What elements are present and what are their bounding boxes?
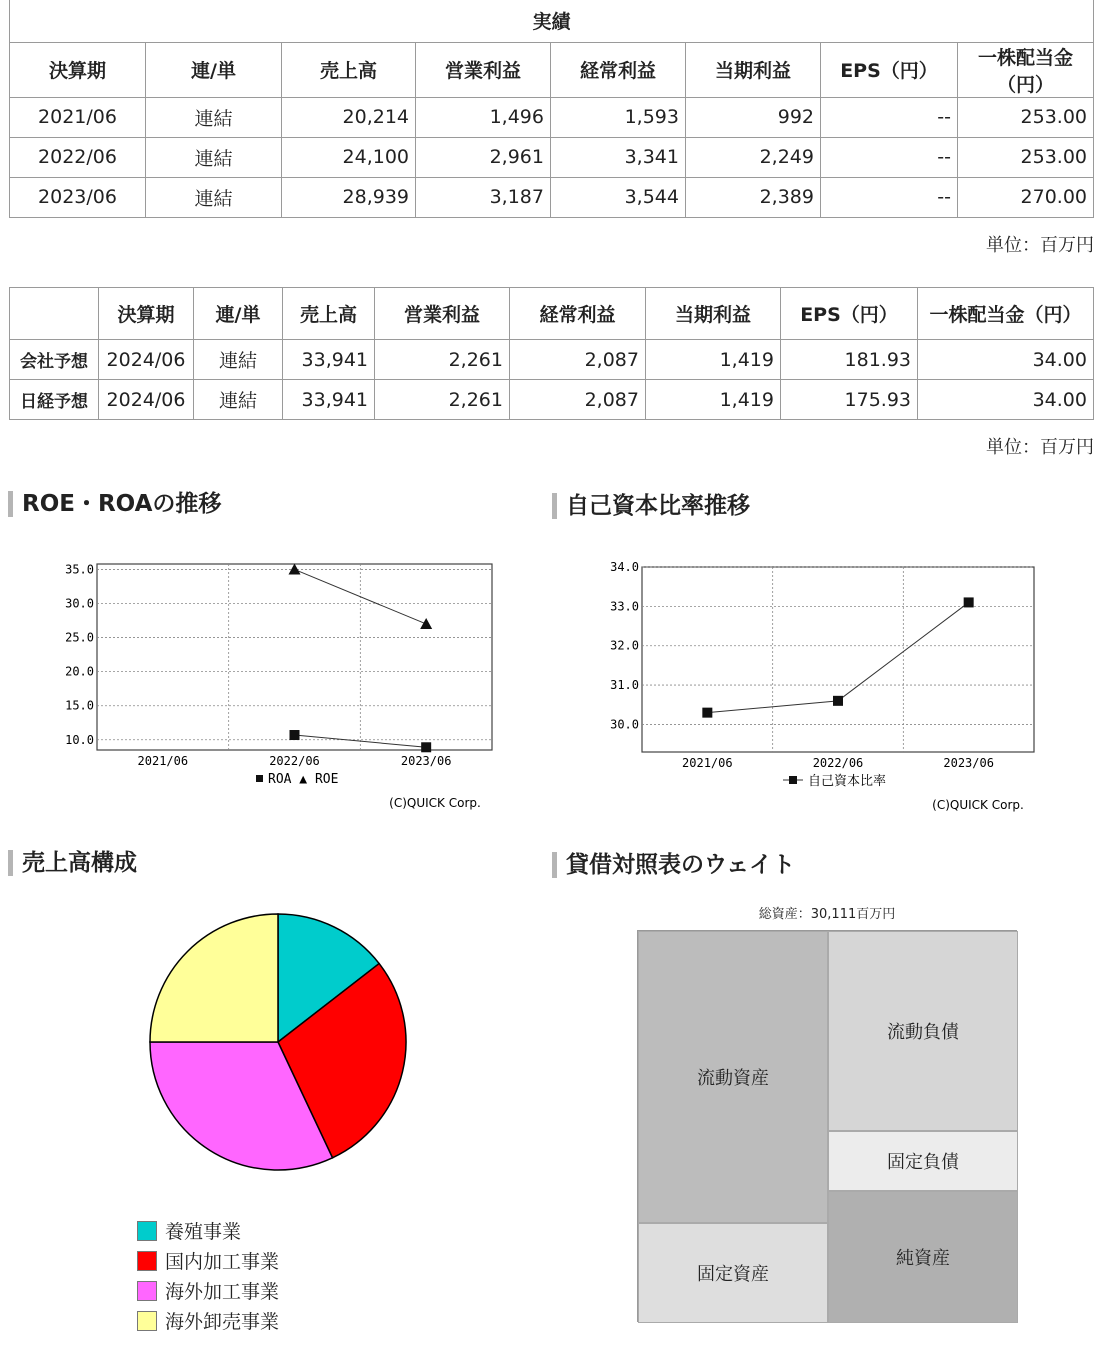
cell: -- [821,97,958,137]
y-tick-label: 34.0 [610,560,639,574]
unit-label: 単位：百万円 [986,437,1094,458]
copyright-label: (C)QUICK Corp. [932,798,1024,812]
y-tick-label: 32.0 [610,638,639,653]
y-tick-label: 10.0 [65,732,94,747]
x-tick-label: 2023/06 [943,756,994,770]
current-assets-block [638,931,828,1223]
col-header: EPS（円） [781,288,918,340]
y-tick-label: 33.0 [610,599,639,614]
roe-roa-chart [0,540,540,820]
fixed-liabilities-block [828,1131,1018,1191]
section-marker [8,491,13,517]
table-row [10,97,1094,137]
cell: 2,261 [375,340,510,380]
table-row [10,177,1094,217]
data-point-ROA [290,730,300,740]
current-liabilities-label: 流動負債 [887,1022,959,1043]
cell: 33,941 [283,380,375,420]
section-marker [552,852,557,878]
legend-marker [789,776,797,784]
y-tick-label: 30.0 [65,596,94,611]
section-title-balance-sheet: 貸借対照表のウェイト [552,849,795,881]
section-marker [552,493,557,519]
cell: 2024/06 [99,380,194,420]
col-header: 経常利益 [551,42,686,97]
cell: 253.00 [958,137,1094,177]
data-point-自己資本比率 [833,696,843,706]
y-tick-label: 35.0 [65,562,94,577]
cell: 253.00 [958,97,1094,137]
section-marker [8,850,13,876]
legend-item: 海外加工事業 [137,1281,279,1303]
col-header: 営業利益 [416,42,551,97]
y-tick-label: 15.0 [65,698,94,713]
results-caption: 実績 [10,0,1094,42]
sales-composition-pie [140,905,420,1180]
legend-marker-ROA [256,775,263,782]
cell: 連結 [194,380,283,420]
cell: -- [821,137,958,177]
fixed-assets-block [638,1223,828,1323]
data-point-自己資本比率 [702,708,712,718]
total-assets-label: 総資産：30,111百万円 [758,907,896,922]
y-tick-label: 30.0 [610,717,639,732]
x-tick-label: 2021/06 [137,754,189,768]
legend-label: ROA ▲ ROE [268,772,339,787]
cell: 175.93 [781,380,918,420]
col-header: 売上高 [282,42,416,97]
row-header: 日経予想 [10,380,99,420]
cell: 2,087 [510,340,646,380]
cell: 28,939 [282,177,416,217]
legend-swatch [137,1311,157,1331]
col-header: 一株配当金（円） [918,288,1094,340]
equity-ratio-chart [550,540,1090,820]
col-header: 連/単 [194,288,283,340]
cell: 3,341 [551,137,686,177]
net-assets-block [828,1191,1018,1323]
col-header: 決算期 [99,288,194,340]
section-title-roe-roa: ROE・ROAの推移 [8,488,221,520]
cell: 33,941 [283,340,375,380]
x-tick-label: 2022/06 [269,754,320,768]
pie-slice [150,914,278,1042]
table-row [10,137,1094,177]
x-tick-label: 2022/06 [812,756,864,770]
cell: 1,419 [646,340,781,380]
cell: 181.93 [781,340,918,380]
row-header: 会社予想 [10,340,99,380]
cell: 992 [686,97,821,137]
table-row [10,340,1094,380]
col-header: 当期利益 [646,288,781,340]
col-header: 決算期 [10,42,146,97]
cell: 2023/06 [10,177,146,217]
cell: 1,496 [416,97,551,137]
col-header: 連/単 [146,42,282,97]
fixed-assets-label: 固定資産 [697,1264,769,1285]
data-point-ROA [421,742,431,752]
current-liabilities-block [828,931,1018,1131]
table-row [10,380,1094,420]
cell: 2024/06 [99,340,194,380]
cell: 連結 [194,340,283,380]
cell: 3,187 [416,177,551,217]
plot-frame [97,564,492,750]
col-header [10,288,99,340]
cell: 2,087 [510,380,646,420]
legend-item: 養殖事業 [137,1221,241,1243]
results-table [9,0,1094,218]
current-assets-label: 流動資産 [697,1068,769,1089]
cell: 2,261 [375,380,510,420]
legend-swatch [137,1221,157,1241]
balance-sheet-chart [637,930,1017,1322]
cell: 2021/06 [10,97,146,137]
section-title-equity-ratio: 自己資本比率推移 [552,490,750,522]
copyright-label: (C)QUICK Corp. [389,796,481,810]
legend-item: 海外卸売事業 [137,1311,279,1333]
col-header: EPS（円） [821,42,958,97]
cell: 34.00 [918,380,1094,420]
net-assets-label: 純資産 [896,1248,950,1269]
cell: 3,544 [551,177,686,217]
fixed-liabilities-label: 固定負債 [887,1152,959,1173]
col-header: 当期利益 [686,42,821,97]
section-title-sales-composition: 売上高構成 [8,847,137,879]
legend-item: 国内加工事業 [137,1251,279,1273]
col-header: 経常利益 [510,288,646,340]
y-tick-label: 20.0 [65,664,94,679]
cell: 2,961 [416,137,551,177]
cell: 2,249 [686,137,821,177]
cell: 2,389 [686,177,821,217]
cell: -- [821,177,958,217]
cell: 1,419 [646,380,781,420]
cell: 34.00 [918,340,1094,380]
data-point-自己資本比率 [964,597,974,607]
y-tick-label: 25.0 [65,630,94,645]
cell: 20,214 [282,97,416,137]
legend-label: 自己資本比率 [808,774,887,789]
legend-swatch [137,1281,157,1301]
cell: 2022/06 [10,137,146,177]
cell: 270.00 [958,177,1094,217]
x-tick-label: 2021/06 [682,756,733,770]
forecast-table [9,287,1094,420]
cell: 連結 [146,177,282,217]
cell: 連結 [146,137,282,177]
col-header: 売上高 [283,288,375,340]
cell: 連結 [146,97,282,137]
x-tick-label: 2023/06 [400,754,452,768]
legend-swatch [137,1251,157,1271]
cell: 24,100 [282,137,416,177]
col-header: 一株配当金（円） [958,42,1094,97]
unit-label: 単位：百万円 [986,235,1094,256]
col-header: 営業利益 [375,288,510,340]
cell: 1,593 [551,97,686,137]
y-tick-label: 31.0 [610,678,639,693]
